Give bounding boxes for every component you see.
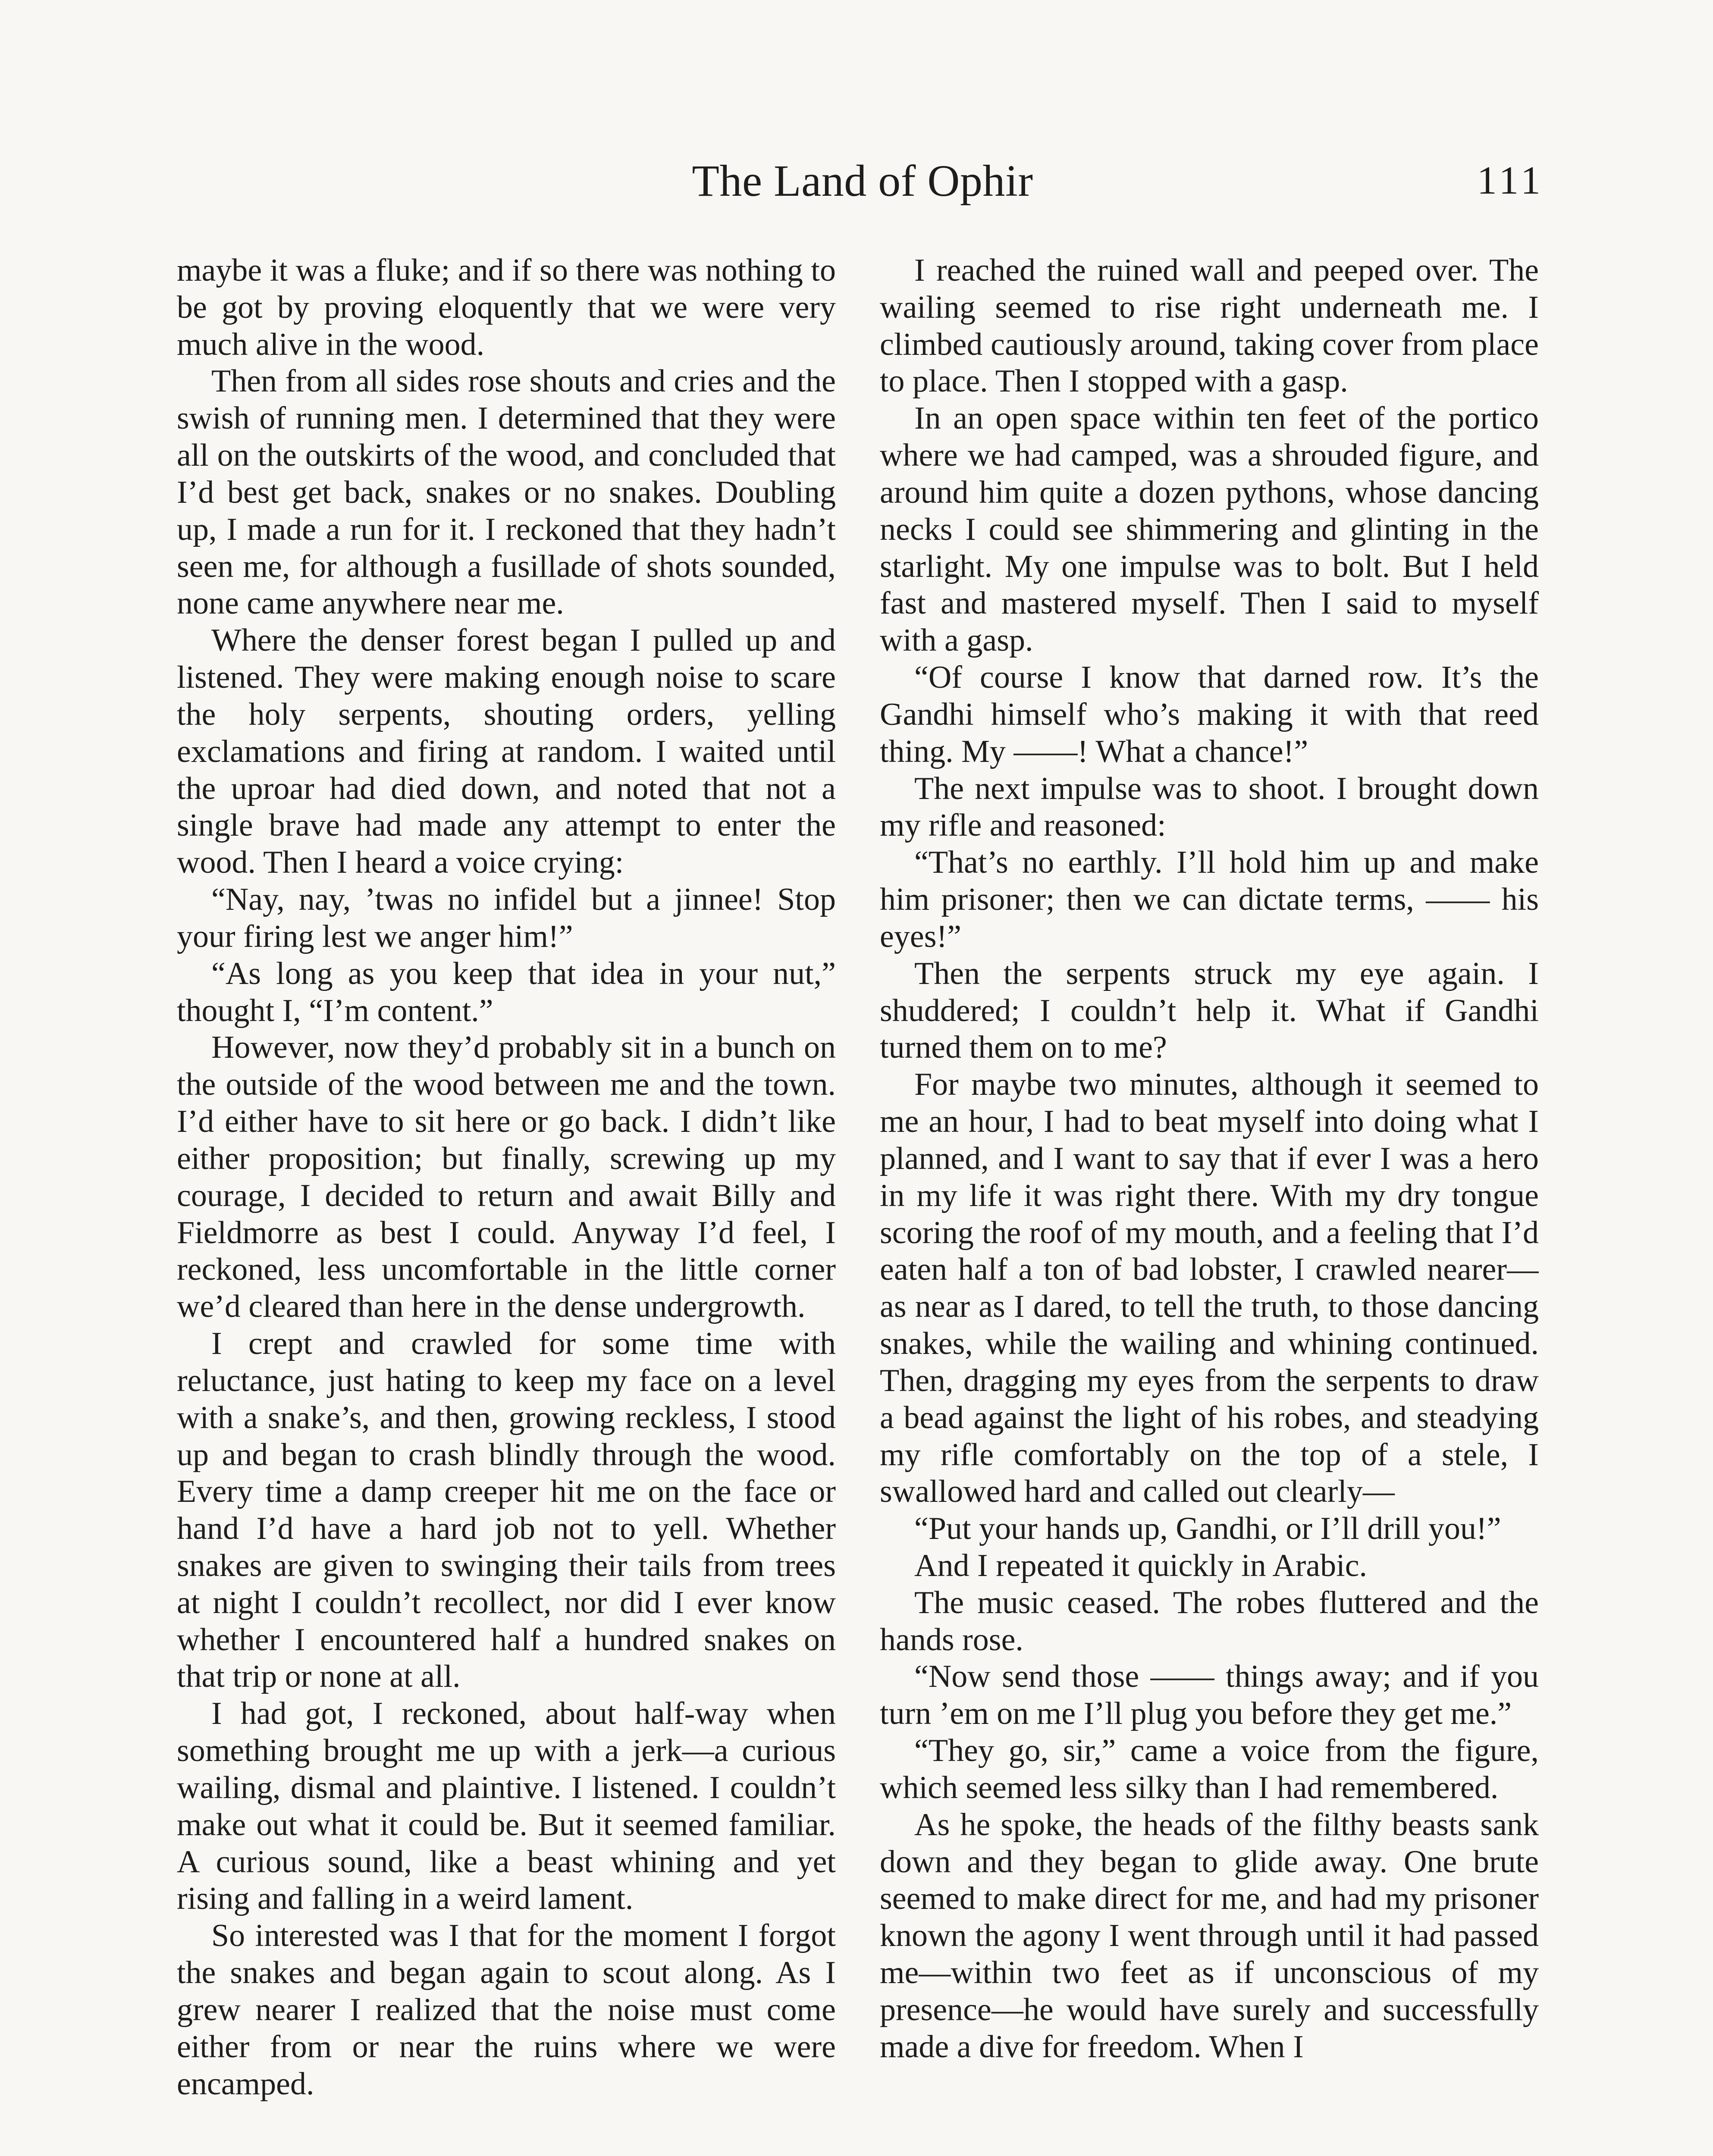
right-paragraph: “Now send those —— things away; and if you turn ’em on me I’ll plug you before they get me.”	[880, 1659, 1539, 1732]
right-column	[880, 252, 1539, 2156]
left-column	[177, 252, 836, 2156]
left-paragraph: Where the denser forest began I pulled up and listened. They were making enough noise to scare the holy serpents, shouting orders, yelling exclamations and firing at random. I waited until the uproar had died down, and noted that not a single brave had made any attempt to enter the wood. Then I heard a voice crying:	[177, 623, 836, 881]
right-paragraph: And I repeated it quickly in Arabic.	[914, 1548, 1368, 1583]
right-paragraph: “That’s no earthly. I’ll hold him up and make him prisoner; then we can dictate terms, —— his eyes!”	[880, 845, 1539, 954]
left-paragraph: Then from all sides rose shouts and cries and the swish of running men. I determined that they were all on the outskirts of the wood, and concluded that I’d best get back, snakes or no snakes. Doubling up, I made a run for it. I reckoned that they hadn’t seen me, for although a fusillade of shots sounded, none came anywhere near me.	[177, 364, 836, 621]
right-paragraph: The next impulse was to shoot. I brought down my rifle and reasoned:	[880, 771, 1539, 843]
right-paragraph: In an open space within ten feet of the portico where we had camped, was a shrouded figure, and around him quite a dozen pythons, whose dancing necks I could see shimmering and glinting in the starlight. My one impulse was to bolt. But I held fast and mastered myself. Then I said to myself with a gasp.	[880, 401, 1539, 658]
running-title: The Land of Ophir	[692, 156, 1033, 206]
right-paragraph: The music ceased. The robes fluttered and the hands rose.	[880, 1585, 1539, 1658]
right-paragraph: I reached the ruined wall and peeped over. The wailing seemed to rise right underneath me. I climbed cautiously around, taking cover from place to place. Then I stopped with a gasp.	[880, 253, 1539, 399]
left-paragraph: I had got, I reckoned, about half-way when something brought me up with a jerk—a curious wailing, dismal and plaintive. I listened. I couldn’t make out what it could be. But it seemed familiar. A curious sound, like a beast whining and yet rising and falling in a weird lament.	[177, 1696, 836, 1917]
left-paragraph: “As long as you keep that idea in your nut,” thought I, “I’m content.”	[177, 956, 836, 1028]
page-number: 111	[1477, 158, 1544, 202]
right-paragraph: “They go, sir,” came a voice from the figure, which seemed less silky than I had remembered.	[880, 1733, 1539, 1805]
left-paragraph: However, now they’d probably sit in a bunch on the outside of the wood between me and the town. I’d either have to sit here or go back. I didn’t like either proposition; but finally, screwing up my courage, I decided to return and await Billy and Fieldmorre as best I could. Anyway I’d feel, I reckoned, less uncomfortable in the little corner we’d cleared than here in the dense undergrowth.	[177, 1030, 836, 1325]
right-paragraph: For maybe two minutes, although it seemed to me an hour, I had to beat myself into doing what I planned, and I want to say that if ever I was a hero in my life it was right there. With my dry tongue scoring the roof of my mouth, and a feeling that I’d eaten half a ton of bad lobster, I crawled nearer—as near as I dared, to tell the truth, to those dancing snakes, while the wailing and whining continued. Then, dragging my eyes from the serpents to draw a bead against the light of his robes, and steadying my rifle comfortably on the top of a stele, I swallowed hard and called out clearly—	[880, 1067, 1539, 1510]
left-paragraph: I crept and crawled for some time with reluctance, just hating to keep my face on a level with a snake’s, and then, growing reckless, I stood up and began to crash blindly through the wood. Every time a damp creeper hit me on the face or hand I’d have a hard job not to yell. Whether snakes are given to swinging their tails from trees at night I couldn’t recollect, nor did I ever know whether I encountered half a hundred snakes on that trip or none at all.	[177, 1326, 836, 1695]
right-paragraph: “Of course I know that darned row. It’s the Gandhi himself who’s making it with that reed thing. My ——! What a chance!”	[880, 660, 1539, 769]
left-paragraph: maybe it was a fluke; and if so there was nothing to be got by proving eloquently that we were very much alive in the wood.	[177, 253, 836, 362]
right-paragraph: Then the serpents struck my eye again. I shuddered; I couldn’t help it. What if Gandhi turned them on to me?	[880, 956, 1539, 1065]
left-paragraph: “Nay, nay, ’twas no infidel but a jinnee! Stop your firing lest we anger him!”	[177, 882, 836, 954]
right-paragraph: “Put your hands up, Gandhi, or I’ll drill you!”	[914, 1511, 1501, 1547]
page-header	[181, 156, 1544, 219]
left-paragraph: So interested was I that for the moment I forgot the snakes and began again to scout along. As I grew nearer I realized that the noise must come either from or near the ruins where we were encamped.	[177, 1918, 836, 2102]
right-paragraph: As he spoke, the heads of the filthy beasts sank down and they began to glide away. One brute seemed to make direct for me, and had my prisoner known the agony I went through until it had passed me—within two feet as if unconscious of my presence—he would have surely and successfully made a dive for freedom. When I	[880, 1807, 1539, 2065]
